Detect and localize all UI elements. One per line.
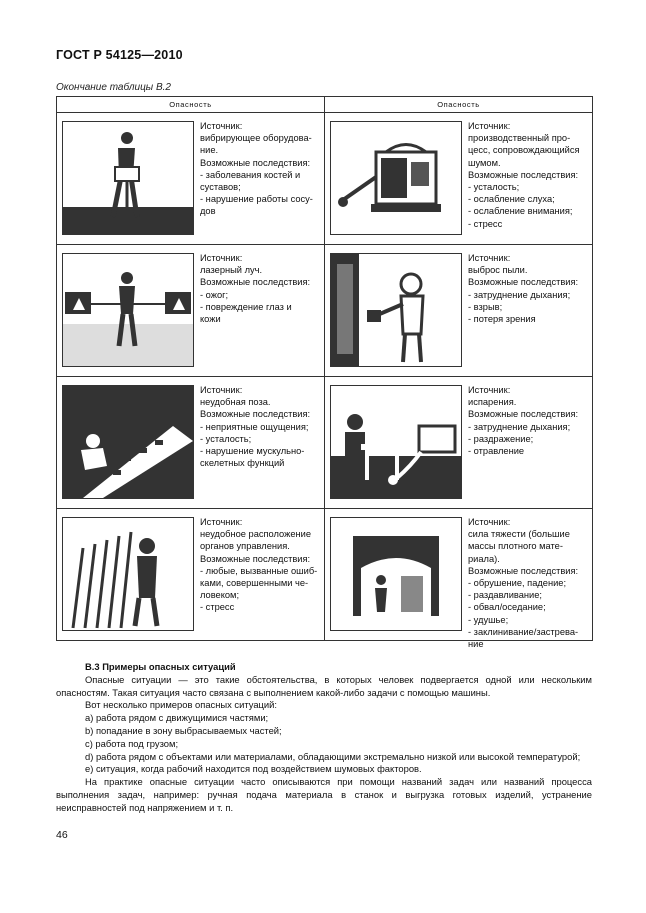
desc-line: - ослабление слуха;: [468, 194, 555, 205]
desc-line: Возможные последствия:: [200, 409, 311, 420]
desc-line: - любые, вызванные ошиб-: [200, 565, 318, 576]
section-title: В.3 Примеры опасных ситуаций: [85, 661, 236, 672]
list-item: d) работа рядом с объектами или материалами, обладающими экстремально низкой или высокой температурой;: [85, 750, 581, 762]
noise-machine-illustration: [330, 121, 462, 235]
column-header: Опасность: [325, 97, 593, 113]
desc-line: суставов;: [200, 182, 241, 193]
desc-line: Источник:: [200, 385, 243, 395]
hazard-description: [194, 245, 324, 376]
desc-line: Источник:: [468, 517, 511, 527]
desc-line: - отравление: [468, 446, 525, 457]
hazard-description: [194, 377, 324, 508]
hazard-cell: [57, 377, 325, 509]
desc-line: испарения.: [468, 397, 517, 408]
hazard-description: [194, 113, 324, 244]
hazard-cell: [325, 377, 593, 509]
list-item: е) ситуация, когда рабочий находится под воздействием шумовых факторов.: [85, 763, 422, 775]
desc-line: неудобная поза.: [200, 397, 271, 408]
table-row: [57, 377, 593, 509]
desc-line: - неприятные ощущения;: [200, 421, 309, 432]
list-item: b) попадание в зону выбрасываемых частей;: [85, 724, 282, 736]
desc-line: риала).: [468, 553, 500, 564]
desc-line: ками, совершенными че-: [200, 578, 309, 589]
control-panel-illustration: [62, 517, 194, 631]
paragraph: На практике опасные ситуации часто описываются при помощи названий задач или названий процесса выполнения задач, например: ручная подача материала в станок и выгрузка готовых изделий, устранение неисправностей под напряжением и т. п.: [56, 776, 592, 813]
desc-line: - стресс: [468, 218, 503, 229]
hazard-cell: [325, 113, 593, 245]
desc-line: - удушье;: [468, 614, 509, 625]
paragraph: Вот несколько примеров опасных ситуаций:: [85, 699, 277, 711]
hazard-description: [462, 113, 592, 244]
desc-line: - заклинивание/застрева-: [468, 626, 579, 637]
desc-line: Возможные последствия:: [200, 157, 311, 168]
desc-line: вибрирующее оборудова-: [200, 133, 312, 144]
desc-line: - ослабление внимания;: [468, 206, 573, 217]
document-code: ГОСТ Р 54125—2010: [56, 48, 183, 62]
desc-line: - усталость;: [200, 433, 252, 444]
table-row: [57, 245, 593, 377]
desc-line: - нарушение работы сосу-: [200, 194, 313, 205]
table-caption: Окончание таблицы В.2: [56, 82, 171, 93]
desc-line: ловеком;: [200, 590, 240, 601]
desc-line: - взрыв;: [468, 301, 503, 312]
desc-line: лазерный луч.: [200, 265, 263, 276]
hazard-cell: [325, 509, 593, 650]
desc-line: Возможные последствия:: [468, 565, 579, 576]
posture-illustration: [62, 385, 194, 499]
desc-line: - обвал/оседание;: [468, 602, 546, 613]
desc-line: Источник:: [200, 253, 243, 263]
dust-illustration: [330, 253, 462, 367]
desc-line: Источник:: [468, 121, 511, 131]
page-number: 46: [56, 829, 68, 841]
desc-line: дов: [200, 206, 216, 217]
desc-line: Источник:: [200, 121, 243, 131]
desc-line: ние: [468, 639, 484, 650]
hazard-description: [194, 509, 324, 640]
desc-line: - повреждение глаз и: [200, 301, 292, 312]
hazard-cell: [57, 245, 325, 377]
desc-line: - обрушение, падение;: [468, 578, 567, 589]
hazard-description: [462, 509, 592, 650]
desc-line: шумом.: [468, 157, 501, 168]
hazard-description: [462, 377, 592, 508]
desc-line: цесс, сопровождающийся: [468, 145, 580, 156]
list-item: c) работа под грузом;: [85, 737, 179, 749]
desc-line: неудобное расположение: [200, 529, 311, 540]
hazard-cell: [57, 113, 325, 245]
hazard-cell: [325, 245, 593, 377]
laser-illustration: [62, 253, 194, 367]
desc-line: - затруднение дыхания;: [468, 289, 571, 300]
desc-line: - раздавливание;: [468, 590, 542, 601]
hazards-table: [56, 96, 593, 650]
hazardous-situations-section: [56, 661, 592, 815]
hazard-description: [462, 245, 592, 376]
desc-line: скелетных функций: [200, 458, 285, 469]
desc-line: Возможные последствия:: [200, 553, 311, 564]
desc-line: сила тяжести (большие: [468, 529, 570, 540]
paragraph: Опасные ситуации — это такие обстоятельства, в которых человек подвергается одной или нескольким опасностям. Такая ситуация часто связана с выполнением какой-либо задачи с помощью машины.: [56, 673, 592, 698]
desc-line: Возможные последствия:: [468, 277, 579, 288]
column-header: Опасность: [57, 97, 325, 113]
desc-line: Возможные последствия:: [468, 169, 579, 180]
desc-line: Возможные последствия:: [468, 409, 579, 420]
table-header-row: [57, 97, 593, 113]
desc-line: Источник:: [468, 385, 511, 395]
evaporation-illustration: [330, 385, 462, 499]
desc-line: - заболевания костей и: [200, 169, 301, 180]
hazard-cell: [57, 509, 325, 641]
desc-line: - раздражение;: [468, 433, 534, 444]
desc-line: массы плотного мате-: [468, 541, 563, 552]
desc-line: - стресс: [200, 602, 235, 613]
desc-line: выброс пыли.: [468, 265, 528, 276]
desc-line: - затруднение дыхания;: [468, 421, 571, 432]
table-row: [57, 509, 593, 641]
desc-line: Источник:: [200, 517, 243, 527]
desc-line: - нарушение мускульно-: [200, 446, 305, 457]
table-row: [57, 113, 593, 245]
gravity-load-illustration: [330, 517, 462, 631]
desc-line: - усталость;: [468, 182, 520, 193]
desc-line: ние.: [200, 145, 219, 156]
list-item: а) работа рядом с движущимися частями;: [85, 712, 269, 724]
desc-line: органов управления.: [200, 541, 290, 552]
desc-line: производственный про-: [468, 133, 571, 144]
desc-line: - потеря зрения: [468, 314, 536, 325]
desc-line: Источник:: [468, 253, 511, 263]
desc-line: кожи: [200, 314, 221, 325]
desc-line: - ожог;: [200, 289, 229, 300]
vibration-illustration: [62, 121, 194, 235]
desc-line: Возможные последствия:: [200, 277, 311, 288]
